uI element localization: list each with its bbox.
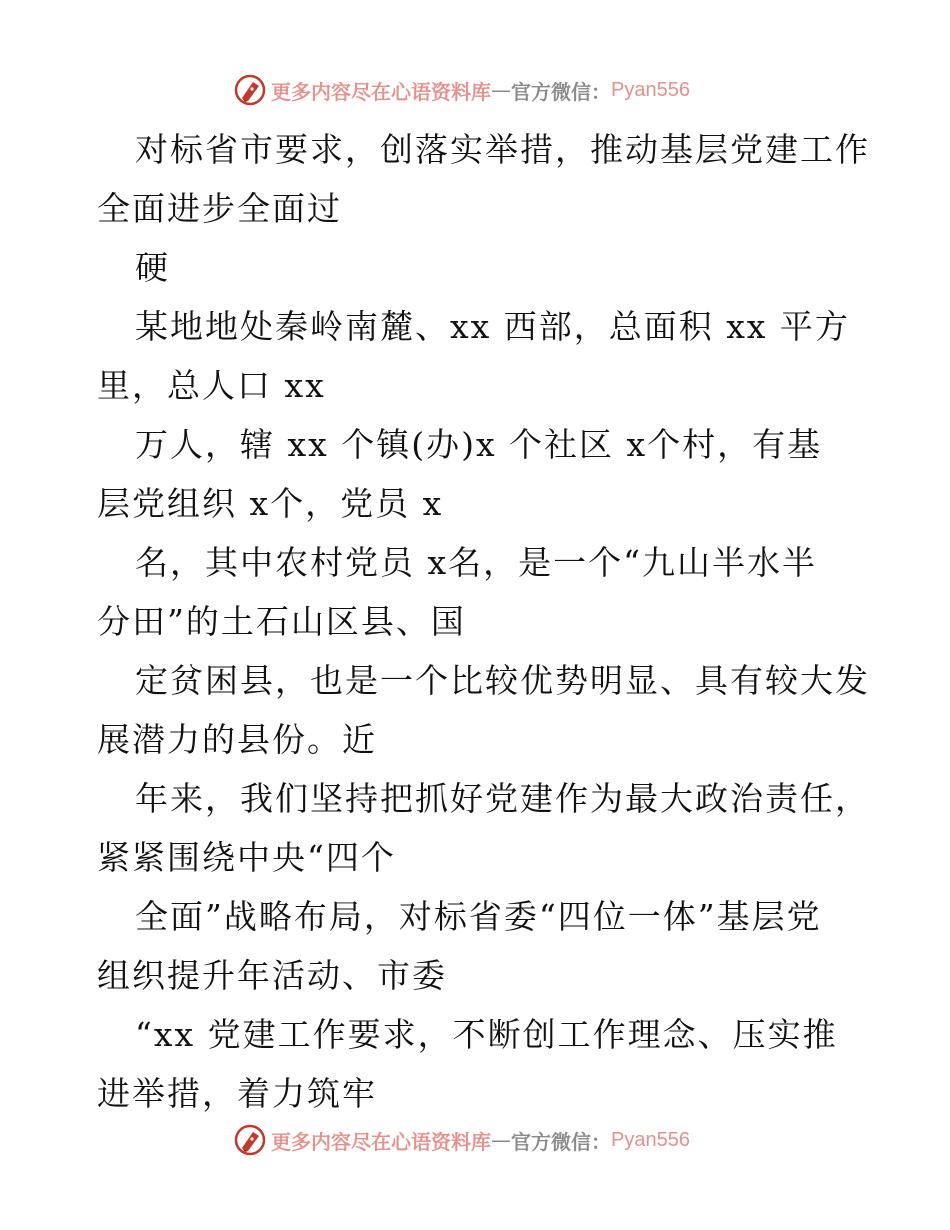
watermark-wechat-id: Pyan556 (611, 78, 690, 101)
paragraph-line: 展潜力的县份。近 (97, 720, 377, 759)
watermark-official-label: 官方微信： (511, 79, 611, 104)
paragraph-line: 分田”的土石山区县、国 (97, 602, 466, 641)
paragraph-line: 全面进步全面过 (97, 189, 342, 228)
paragraph-line: 万人，辖 xx 个镇(办)x 个社区 x个村，有基 (135, 425, 823, 464)
watermark-main-text: 更多内容尽在心语资料库 (271, 1129, 491, 1154)
paragraph-line: “xx 党建工作要求，不断创工作理念、压实推 (135, 1015, 838, 1054)
header-watermark (233, 73, 690, 107)
paragraph-line: 某地地处秦岭南麓、xx 西部，总面积 xx 平方 (135, 307, 850, 346)
paragraph-line: 定贫困县，也是一个比较优势明显、具有较大发 (135, 661, 870, 700)
paragraph-line: 全面”战略布局，对标省委“四位一体”基层党 (135, 897, 822, 936)
paragraph-line: 里，总人口 xx (97, 366, 326, 405)
paragraph-line: 年来，我们坚持把抓好党建作为最大政治责任， (135, 779, 870, 818)
paragraph-line: 硬 (135, 248, 170, 287)
paragraph-line: 紧紧围绕中央“四个 (97, 838, 396, 877)
watermark-official-label: 官方微信： (511, 1129, 611, 1154)
watermark-main-text: 更多内容尽在心语资料库 (271, 79, 491, 104)
watermark-dash: — (491, 78, 511, 102)
paragraph-line: 进举措，着力筑牢 (97, 1074, 377, 1113)
document-body (97, 120, 870, 1123)
paragraph-line: 层党组织 x个，党员 x (97, 484, 444, 523)
watermark-dash: — (491, 1128, 511, 1152)
paragraph-line: 对标省市要求，创落实举措，推动基层党建工作 (135, 130, 870, 169)
paragraph-line: 名，其中农村党员 x名，是一个“九山半水半 (135, 543, 817, 582)
paragraph-line: 组织提升年活动、市委 (97, 956, 447, 995)
pen-nib-logo-icon (233, 73, 267, 107)
watermark-wechat-id: Pyan556 (611, 1128, 690, 1151)
pen-nib-logo-icon (233, 1123, 267, 1157)
footer-watermark (233, 1123, 690, 1157)
